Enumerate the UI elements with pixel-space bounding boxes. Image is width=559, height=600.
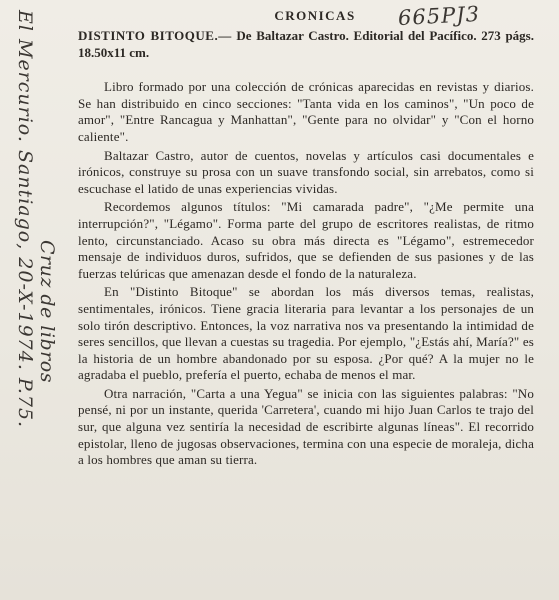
review-paragraph: Libro formado por una colección de crónicas aparecidas en revistas y diarios. Se han distribuido en cinco secciones: "Tanta vida en los caminos", "Un poco de amor", "Entre Rancagua y Manhattan", "Gente para no olvidar" y "Con el horno caliente". [78,79,534,144]
archive-stamp-code: 665PJ3 [397,1,481,31]
review-headline [78,28,534,61]
bibliographic-line: De Baltazar Castro. Editorial del Pacífico. 273 págs. 18.50x11 cm. [78,28,534,60]
review-paragraph: Baltazar Castro, autor de cuentos, novelas y artículos casi documentales e irónicos, construye su prosa con un suave transfondo social, sin arrebatos, como si escuchase el latido de unas experiencias vividas. [78,147,534,196]
review-paragraph: Otra narración, "Carta a una Yegua" se inicia con las siguientes palabras: "No pensé, ni por un instante, querida 'Carretera', cuando mi hijo Juan Carlos te trajo del sur, que alguna vez sentiría la necesidad de escribirte algunas líneas". El recorrido epistolar, lleno de jugosas observaciones, termina con una especie de moraleja, dicha a los hombres que aman su tierra. [78,385,534,468]
review-paragraph: Recordemos algunos títulos: "Mi camarada padre", "¿Me permite una interrupción?", "Légamo". Forma parte del grupo de escritores realistas, de ritmo lento, circunstanciado. Acaso su obra más directa es "Légamo", estremecedor mensaje de individuos duros, sufridos, que se defienden de sus pasiones y de las fuerzas telúricas que amenazan desde el fondo de la naturaleza. [78,199,534,281]
handwritten-source-line: El Mercurio. Santiago, 20-X-1974. P.75. [14,10,36,429]
review-paragraph: En "Distinto Bitoque" se abordan los más diversos temas, realistas, sentimentales, irónicos. Tiene gracia literaria para levantar a los personajes de un solo tirón descriptivo. Entonces, la voz narrativa nos va presentando la intimidad de seres sencillos, que llevan a cuestas su tragedia. Por ejemplo, "¿Estás ahí, María?" es la historia de un hombre abandonado por su esposa. ¿Por qué? A la mujer no le agradaba el pueblo, prefería el puerto, echaba de menos el mar. [78,284,534,383]
handwritten-section-line: Cruz de libros [36,240,58,383]
section-title: CRONICAS [274,8,356,23]
review-article [78,28,534,471]
handwritten-margin-note [6,8,62,588]
book-title: DISTINTO BITOQUE.— [78,28,232,43]
